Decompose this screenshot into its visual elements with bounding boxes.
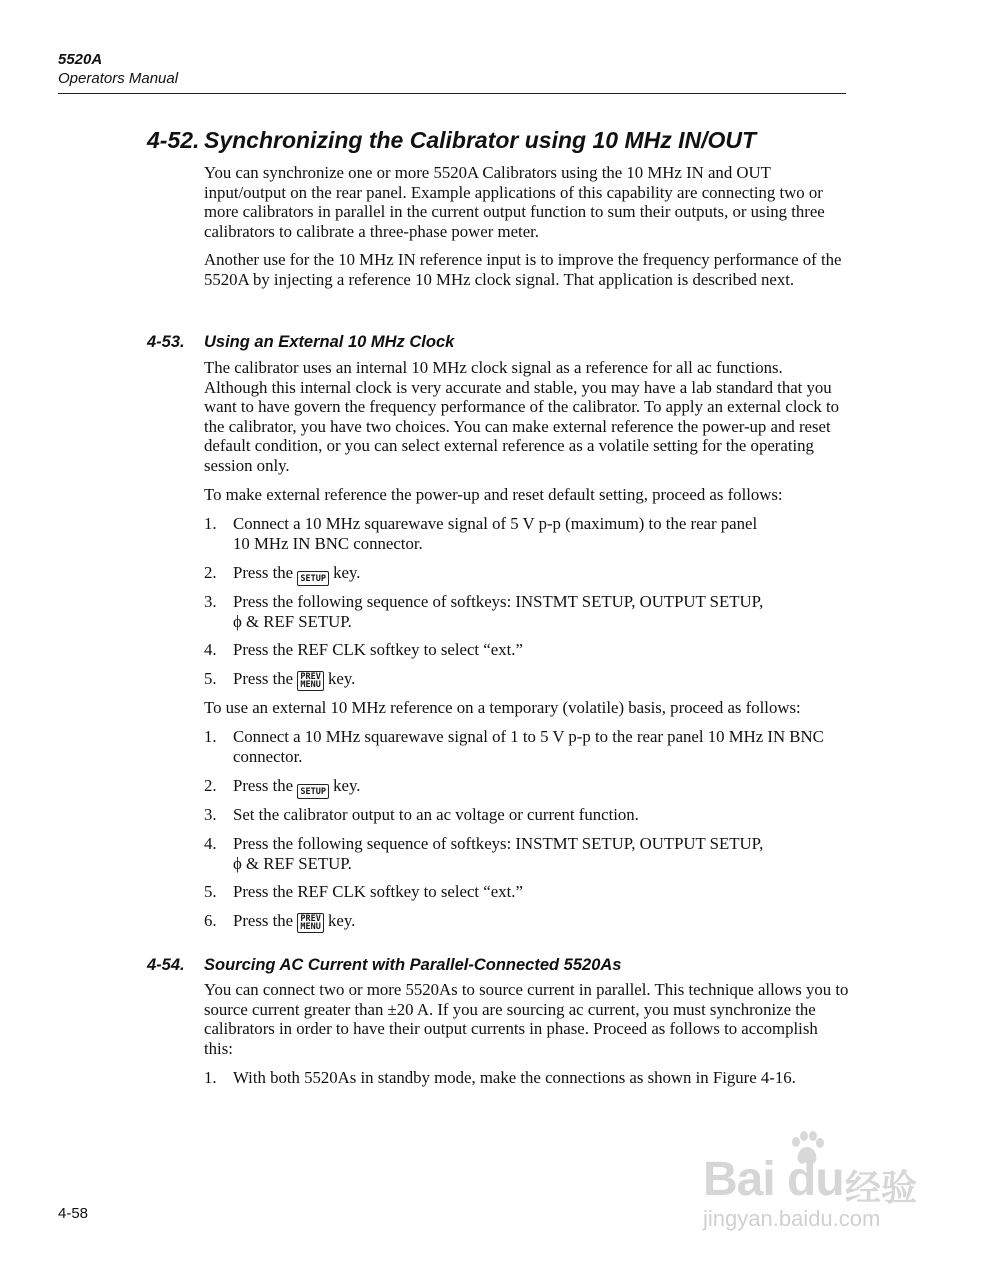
list-number: 4. (204, 834, 217, 853)
header-model: 5520A (58, 51, 103, 68)
list-text: Press the following sequence of softkeys: INSTMT SETUP, OUTPUT SETUP, (233, 834, 764, 853)
list-item (204, 514, 844, 553)
list-text: key. (333, 776, 361, 795)
list-item (204, 882, 844, 902)
key-label: PREV (300, 672, 321, 682)
paragraph: To make external reference the power-up and reset default setting, proceed as follows: (204, 485, 783, 504)
list-text: Set the calibrator output to an ac voltage or current function. (233, 805, 639, 824)
list-item (204, 776, 844, 799)
section-number: 4-52. (147, 127, 200, 153)
list-text: ϕ & REF SETUP. (233, 853, 352, 873)
prev-menu-key-icon (297, 671, 323, 691)
list-item (204, 834, 844, 873)
list-number: 1. (204, 1068, 217, 1087)
header-divider (58, 93, 846, 94)
paragraph: To use an external 10 MHz reference on a temporary (volatile) basis, proceed as follows: (204, 698, 801, 717)
key-label: MENU (300, 680, 321, 690)
list-item (204, 640, 844, 660)
list-text: Press the (233, 669, 294, 688)
header-manual-title: Operators Manual (58, 70, 179, 87)
list-number: 4. (204, 640, 217, 659)
list-text: Connect a 10 MHz squarewave signal of 1 to 5 V p-p to the rear panel 10 MHz IN BNC connector. (233, 727, 824, 766)
list-item (204, 592, 844, 631)
list-item (204, 727, 844, 766)
list-item (204, 563, 844, 586)
list-text: key. (328, 911, 356, 930)
list-item (204, 805, 844, 825)
list-text: With both 5520As in standby mode, make the connections as shown in Figure 4-16. (233, 1068, 796, 1087)
list-text: Connect a 10 MHz squarewave signal of 5 V p-p (maximum) to the rear panel (233, 514, 758, 533)
section-4-53-heading (147, 333, 454, 352)
watermark-url: jingyan.baidu.com (703, 1206, 881, 1231)
list-item (204, 669, 844, 691)
paragraph: The calibrator uses an internal 10 MHz clock signal as a reference for all ac functions. Although this internal clock is very accurate and stable, you may have a lab standard that you want to have govern the frequency performance of the calibrator. To apply an external clock to the calibrator, you have two choices. You can make external reference the power-up and reset default condition, or you can select external reference as a volatile setting for the operating session only. (204, 358, 840, 475)
list-text: key. (333, 563, 361, 582)
list-number: 1. (204, 514, 217, 533)
paragraph: You can synchronize one or more 5520A Calibrators using the 10 MHz IN and OUT input/output on the rear panel. Example applications of this capability are connecting two or more calibrators in parallel in the current output function to sum their outputs, or using three calibrators to calibrate a three-phase power meter. (204, 163, 825, 241)
prev-menu-key-icon (297, 913, 323, 933)
list-text: 10 MHz IN BNC connector. (233, 533, 423, 553)
list-item (204, 911, 844, 933)
section-number: 4-53. (147, 333, 185, 351)
list-number: 5. (204, 882, 217, 901)
paragraph: You can connect two or more 5520As to source current in parallel. This technique allows you to source current greater than ±20 A. If you are sourcing ac current, you must synchronize the calibrators in order to have their output currents in phase. Proceed as follows to accomplish this: (204, 980, 849, 1058)
list-text: Press the REF CLK softkey to select “ext.” (233, 882, 523, 901)
list-item (204, 1068, 844, 1088)
list-number: 1. (204, 727, 217, 746)
setup-key-icon: SETUP (297, 571, 329, 586)
list-text: Press the following sequence of softkeys: INSTMT SETUP, OUTPUT SETUP, (233, 592, 764, 611)
list-number: 3. (204, 592, 217, 611)
section-title: Using an External 10 MHz Clock (204, 333, 455, 351)
section-number: 4-54. (147, 956, 185, 974)
key-label: PREV (300, 914, 321, 924)
list-text: key. (328, 669, 356, 688)
list-text: Press the (233, 776, 294, 795)
list-text: Press the (233, 563, 294, 582)
watermark-chinese: 经验 (845, 1168, 918, 1209)
key-label: MENU (300, 922, 321, 932)
list-number: 6. (204, 911, 217, 930)
list-number: 5. (204, 669, 217, 688)
list-number: 3. (204, 805, 217, 824)
page-number: 4-58 (58, 1205, 89, 1222)
section-4-52-heading (147, 127, 756, 154)
baidu-watermark (695, 1130, 945, 1240)
list-text: ϕ & REF SETUP. (233, 611, 352, 631)
setup-key-icon: SETUP (297, 784, 329, 799)
list-number: 2. (204, 563, 217, 582)
section-title: Synchronizing the Calibrator using 10 MHz IN/OUT (204, 127, 757, 153)
section-title: Sourcing AC Current with Parallel-Connected 5520As (204, 956, 622, 974)
list-text: Press the REF CLK softkey to select “ext.” (233, 640, 523, 659)
paragraph: Another use for the 10 MHz IN reference input is to improve the frequency performance of the 5520A by injecting a reference 10 MHz clock signal. That application is described next. (204, 250, 842, 289)
watermark-logo: Bai du (703, 1153, 844, 1206)
list-number: 2. (204, 776, 217, 795)
list-text: Press the (233, 911, 294, 930)
section-4-54-heading (147, 956, 621, 975)
